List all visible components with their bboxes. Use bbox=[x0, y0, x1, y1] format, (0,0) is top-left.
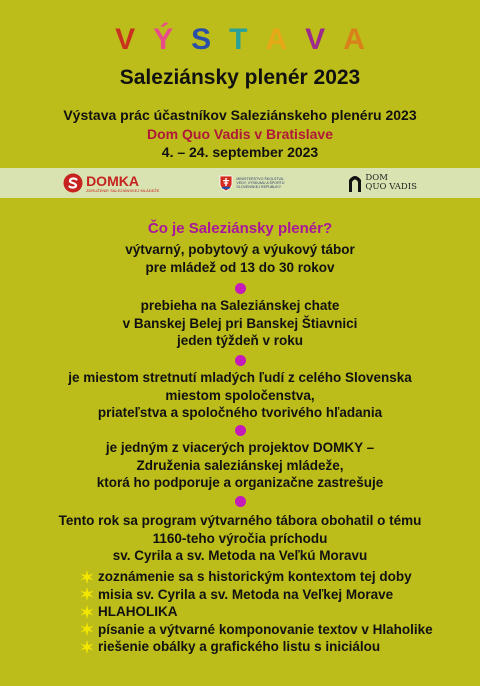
domka-name: DOMKA bbox=[86, 172, 139, 189]
feature-item bbox=[80, 586, 440, 604]
item-line: jeden týždeň v roku bbox=[176, 333, 304, 348]
partner-logos bbox=[0, 168, 480, 198]
description-item bbox=[0, 439, 480, 492]
item-line: pre mládež od 13 do 30 rokov bbox=[145, 259, 335, 275]
bullet-dot bbox=[235, 496, 246, 507]
title-letter: A bbox=[265, 23, 306, 56]
item-line: 1160-teho výročia príchodu bbox=[152, 530, 328, 546]
quo-vadis-line1: DOM bbox=[365, 173, 388, 183]
item-line: miestom spoločenstva, bbox=[165, 387, 315, 403]
quo-vadis-line2: QUO VADIS bbox=[365, 182, 417, 192]
event-subtitle: Saleziánsky plenér 2023 bbox=[119, 66, 361, 89]
domka-logo bbox=[63, 173, 159, 193]
item-line: je jedným z viacerých projektov DOMKY – bbox=[105, 440, 375, 455]
feature-item bbox=[80, 638, 440, 656]
dates: 4. – 24. september 2023 bbox=[161, 144, 319, 160]
bullet-dot bbox=[235, 425, 246, 436]
section-question: Čo je Saleziánsky plenér? bbox=[147, 220, 333, 237]
item-line: Tento rok sa program výtvarného tábora obohatil o tému bbox=[58, 513, 422, 528]
feature-text: písanie a výtvarné komponovanie textov v Hlaholike bbox=[98, 621, 433, 637]
quo-vadis-arch-icon bbox=[348, 173, 362, 193]
item-line: Združenia saleziánskej mládeže, bbox=[136, 457, 344, 473]
item-line: ktorá ho podporuje a organizačne zastrešuje bbox=[96, 475, 384, 490]
slovak-coat-of-arms-icon bbox=[219, 175, 233, 192]
star-icon bbox=[80, 570, 94, 584]
item-line: v Banskej Belej pri Banskej Štiavnici bbox=[122, 315, 358, 331]
title-letter: T bbox=[229, 23, 266, 56]
domka-emblem-icon bbox=[63, 173, 83, 193]
title-letter: A bbox=[343, 23, 383, 56]
item-line: prebieha na Saleziánskej chate bbox=[140, 298, 340, 313]
feature-item bbox=[80, 603, 440, 621]
star-icon bbox=[80, 622, 94, 636]
bullet-dot bbox=[235, 355, 246, 366]
item-line: je miestom stretnutí mladých ľudí z celého Slovenska bbox=[68, 370, 412, 385]
star-icon bbox=[80, 587, 94, 601]
exhibition-description: Výstava prác účastníkov Saleziánskeho plenéru 2023 bbox=[63, 107, 417, 123]
title-letter: V bbox=[305, 23, 344, 56]
exhibition-title bbox=[0, 20, 480, 60]
feature-list bbox=[80, 568, 440, 656]
ministry-name: MINISTERSTVO ŠKOLSTVA, VEDY, VÝSKUMU A ŠPORTU SLOVENSKEJ REPUBLIKY bbox=[236, 176, 285, 190]
description-item bbox=[0, 241, 480, 276]
item-line: sv. Cyrila a sv. Metoda na Veľkú Moravu bbox=[112, 548, 368, 563]
feature-text: misia sv. Cyrila a sv. Metoda na Veľkej Morave bbox=[98, 586, 394, 602]
quo-vadis-logo bbox=[348, 173, 417, 193]
item-line: výtvarný, pobytový a výukový tábor bbox=[125, 242, 355, 257]
description-item bbox=[0, 369, 480, 422]
title-letter: Ý bbox=[153, 23, 192, 56]
star-icon bbox=[80, 605, 94, 619]
feature-item bbox=[80, 621, 440, 639]
venue: Dom Quo Vadis v Bratislave bbox=[147, 126, 333, 142]
description-item bbox=[0, 512, 480, 565]
bullet-dot bbox=[235, 283, 246, 294]
domka-subtitle: ZDRUŽENIE SALEZIÁNSKEJ MLÁDEŽE bbox=[86, 187, 160, 193]
ministry-logo bbox=[219, 175, 288, 192]
feature-text: zoznámenie sa s historickým kontextom tej doby bbox=[98, 569, 412, 585]
feature-item bbox=[80, 568, 440, 586]
title-letter: S bbox=[191, 23, 230, 56]
title-letter: V bbox=[115, 23, 154, 56]
feature-text: riešenie obálky a grafického listu s iniciálou bbox=[98, 639, 381, 655]
item-line: priateľstva a spoločného tvorivého hľadania bbox=[97, 405, 383, 420]
description-item bbox=[0, 297, 480, 350]
star-icon bbox=[80, 640, 94, 654]
feature-text: HLAHOLIKA bbox=[98, 604, 178, 620]
